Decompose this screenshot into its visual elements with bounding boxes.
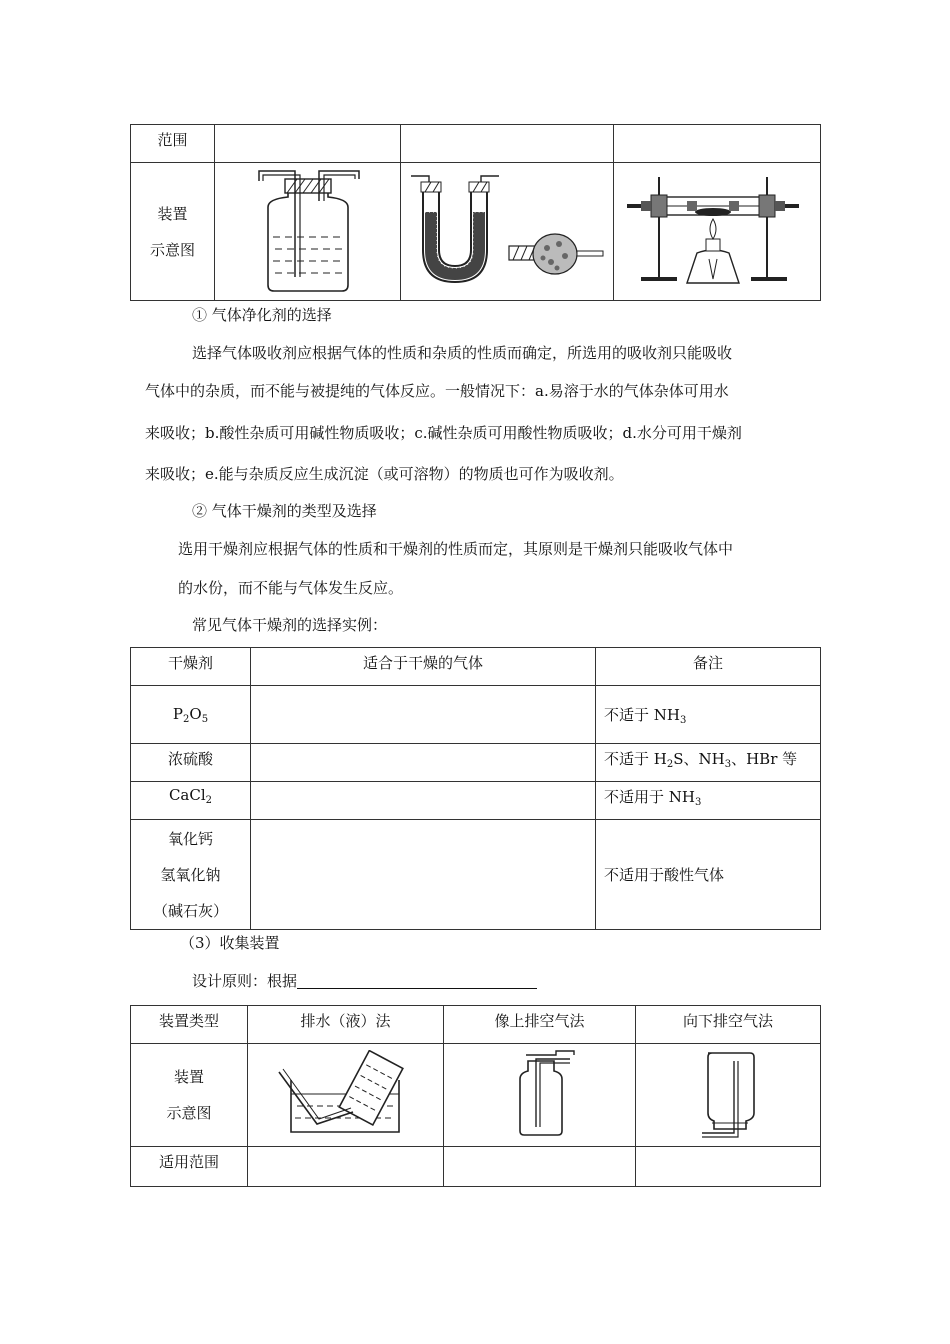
dry-heading: ② 气体干燥剂的类型及选择 (192, 502, 377, 520)
header-device-type: 装置类型 (131, 1006, 248, 1044)
purify-line-2: 气体中的杂质，而不能与被提纯的气体反应。一般情况下：a.易溶于水的气体杂体可用水 (145, 382, 729, 400)
purify-line-1: 选择气体吸收剂应根据气体的性质和杂质的性质而确定，所选用的吸收剂只能吸收 (192, 344, 733, 362)
table-row (131, 782, 821, 820)
purify-line-3: 来吸收；b.酸性杂质可用碱性物质吸收；c.碱性杂质可用酸性物质吸收；d.水分可用干燥剂 (145, 424, 742, 442)
water-displacement-diagram (261, 1050, 431, 1140)
u-tube-and-drying-tube-diagram (405, 172, 610, 292)
answer-blank[interactable] (297, 972, 537, 989)
header-downward-air: 向下排空气法 (636, 1006, 821, 1044)
header-note: 备注 (596, 648, 821, 686)
collection-device-table (130, 1005, 821, 1187)
range-label: 范围 (131, 125, 215, 163)
note-cacl2: 不适用于 $NH_3$ (596, 782, 821, 820)
purify-line-4: 来吸收；e.能与杂质反应生成沉淀（或可溶物）的物质也可作为吸收剂。 (145, 465, 624, 483)
downward-air-displacement-diagram (668, 1049, 788, 1141)
washing-bottle-diagram (233, 167, 383, 297)
agent-soda-lime: 氧化钙 氢氧化钠 （碱石灰） (131, 820, 251, 930)
purify-heading: ① 气体净化剂的选择 (192, 306, 332, 324)
dry-line-2: 的水份，而不能与气体发生反应。 (178, 579, 404, 597)
purification-device-table (130, 124, 821, 301)
heated-tube-diagram (617, 167, 817, 297)
table-row (131, 744, 821, 782)
drying-agent-table (130, 647, 821, 930)
collect-heading: （3）收集装置 (180, 934, 280, 952)
table-row (131, 820, 821, 930)
note-soda-lime: 不适用于酸性气体 (596, 820, 821, 930)
note-p2o5: 不适于 $NH_3$ (596, 686, 821, 744)
scope-label: 适用范围 (131, 1147, 248, 1187)
dry-line-1: 选用干燥剂应根据气体的性质和干燥剂的性质而定，其原则是干燥剂只能吸收气体中 (178, 540, 734, 558)
header-agent: 干燥剂 (131, 648, 251, 686)
dry-examples-title: 常见气体干燥剂的选择实例： (192, 616, 388, 634)
device-diagram-label-2: 装置 示意图 (131, 1044, 248, 1147)
header-gases: 适合于干燥的气体 (251, 648, 596, 686)
upward-air-displacement-diagram (480, 1049, 600, 1141)
header-upward-air: 像上排空气法 (444, 1006, 636, 1044)
table-row (131, 686, 821, 744)
agent-cacl2: CaCl$_2$ (131, 782, 251, 820)
agent-conc-sulfuric: 浓硫酸 (131, 744, 251, 782)
collect-principle: 设计原则：根据 (192, 970, 537, 992)
device-diagram-label: 装置 示意图 (131, 163, 215, 301)
header-water-displacement: 排水（液）法 (248, 1006, 444, 1044)
agent-p2o5: $P_2O_5$ (131, 686, 251, 744)
note-conc-sulfuric: 不适于 $H_2S$、$NH_3$、HBr 等 (596, 744, 821, 782)
